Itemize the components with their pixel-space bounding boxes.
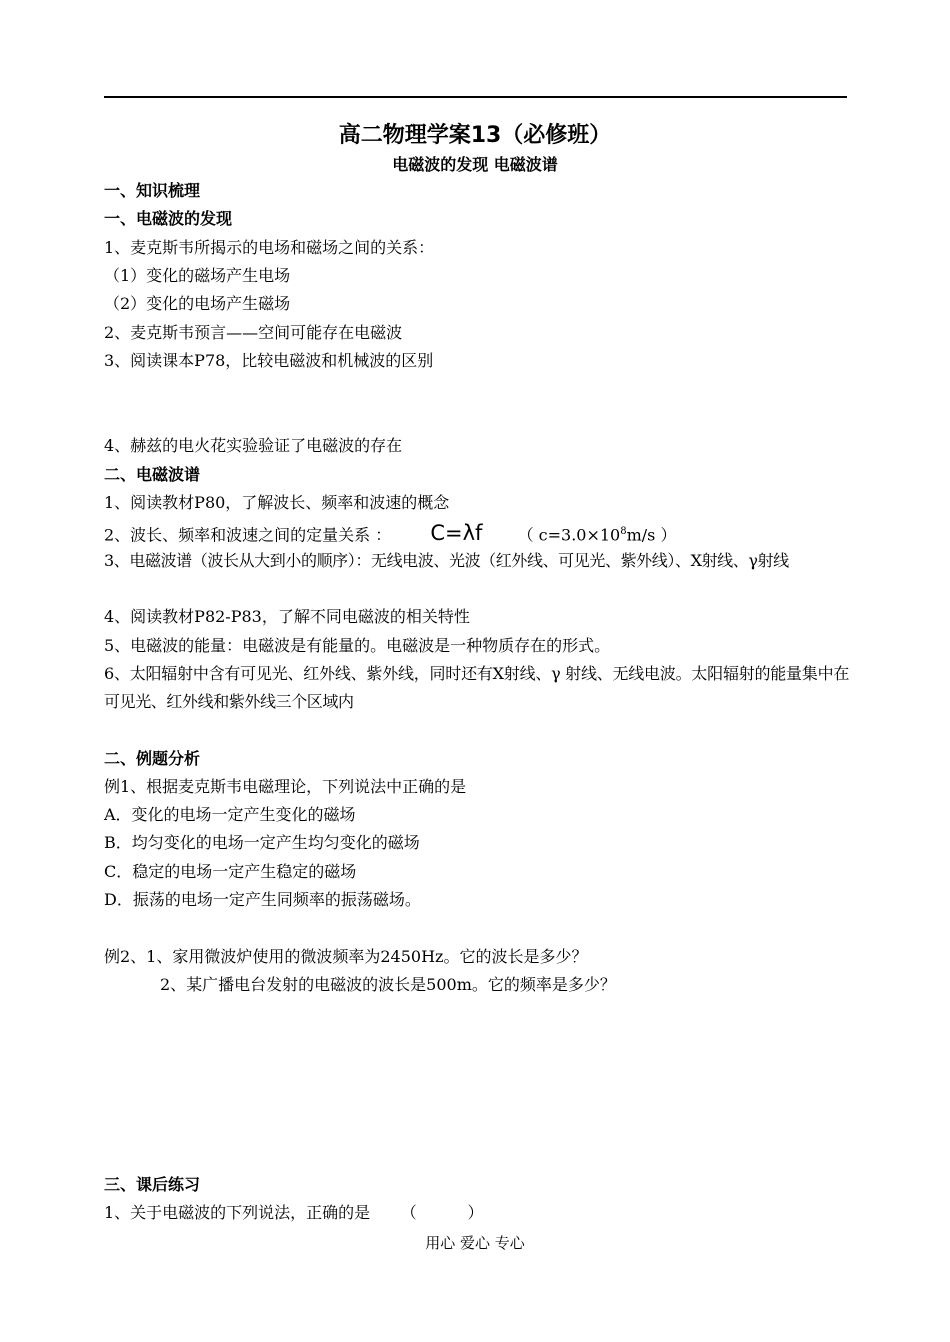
speed-of-light-note — [518, 518, 677, 549]
section-heading-spectrum: 二、电磁波谱 — [104, 465, 201, 484]
spectrum-item-3: 3、电磁波谱（波长从大到小的顺序）：无线电波、光波（红外线、可见光、紫外线）、X射线、γ射线 — [104, 551, 789, 570]
spectrum-item-5: 5、电磁波的能量：电磁波是有能量的。电磁波是一种物质存在的形式。 — [104, 636, 611, 655]
example-1-question: 例1、根据麦克斯韦电磁理论，下列说法中正确的是 — [104, 777, 467, 796]
section-heading-knowledge: 一、知识梳理 — [104, 181, 201, 200]
discovery-item-3: 3、阅读课本P78，比较电磁波和机械波的区别 — [104, 351, 434, 370]
spectrum-item-2-text: 2、波长、频率和波速之间的定量关系 ： — [104, 525, 392, 545]
page-title: 高二物理学案13（必修班） — [338, 123, 612, 148]
example-1-option-d: D．振荡的电场一定产生同频率的振荡磁场。 — [104, 890, 421, 909]
example-2-question-2: 2、某广播电台发射的电磁波的波长是500m。它的频率是多少？ — [160, 975, 616, 994]
example-1-option-a: A．变化的电场一定产生变化的磁场 — [104, 805, 356, 824]
discovery-item-1b: （2）变化的电场产生磁场 — [104, 294, 291, 313]
example-2-question-1: 例2、1、家用微波炉使用的微波频率为2450Hz。它的波长是多少？ — [104, 947, 588, 966]
discovery-item-2: 2、麦克斯韦预言——空间可能存在电磁波 — [104, 323, 403, 342]
section-heading-examples: 二、例题分析 — [104, 749, 201, 768]
page-footer: 用心 爱心 专心 — [425, 1234, 525, 1252]
page-subtitle: 电磁波的发现 电磁波谱 — [392, 155, 558, 174]
discovery-item-1: 1、麦克斯韦所揭示的电场和磁场之间的关系： — [104, 238, 435, 257]
discovery-item-4: 4、赫兹的电火花实验验证了电磁波的存在 — [104, 436, 403, 455]
speed-exponent: 8 — [620, 526, 627, 537]
sub-heading-discovery: 一、电磁波的发现 — [104, 209, 233, 228]
example-1-option-c: C．稳定的电场一定产生稳定的磁场 — [104, 862, 357, 881]
speed-unit: m/s ） — [626, 525, 677, 545]
header-rule — [104, 96, 847, 98]
exercise-question-1: 1、关于电磁波的下列说法，正确的是 （ ） — [104, 1203, 484, 1222]
section-heading-exercises: 三、课后练习 — [104, 1175, 201, 1194]
spectrum-item-1: 1、阅读教材P80，了解波长、频率和波速的概念 — [104, 493, 450, 512]
discovery-item-1a: （1）变化的磁场产生电场 — [104, 266, 291, 285]
spectrum-item-2 — [104, 518, 849, 549]
example-1-option-b: B．均匀变化的电场一定产生均匀变化的磁场 — [104, 833, 420, 852]
wave-speed-formula: C=λf — [430, 521, 483, 546]
speed-value: （ c=3.0×10 — [517, 525, 621, 545]
spectrum-item-4: 4、阅读教材P82-P83，了解不同电磁波的相关特性 — [104, 607, 470, 626]
spectrum-item-6: 6、太阳辐射中含有可见光、红外线、紫外线，同时还有X射线、γ 射线、无线电波。太阳辐射的能量集中在可见光、红外线和紫外线三个区域内 — [104, 664, 849, 711]
